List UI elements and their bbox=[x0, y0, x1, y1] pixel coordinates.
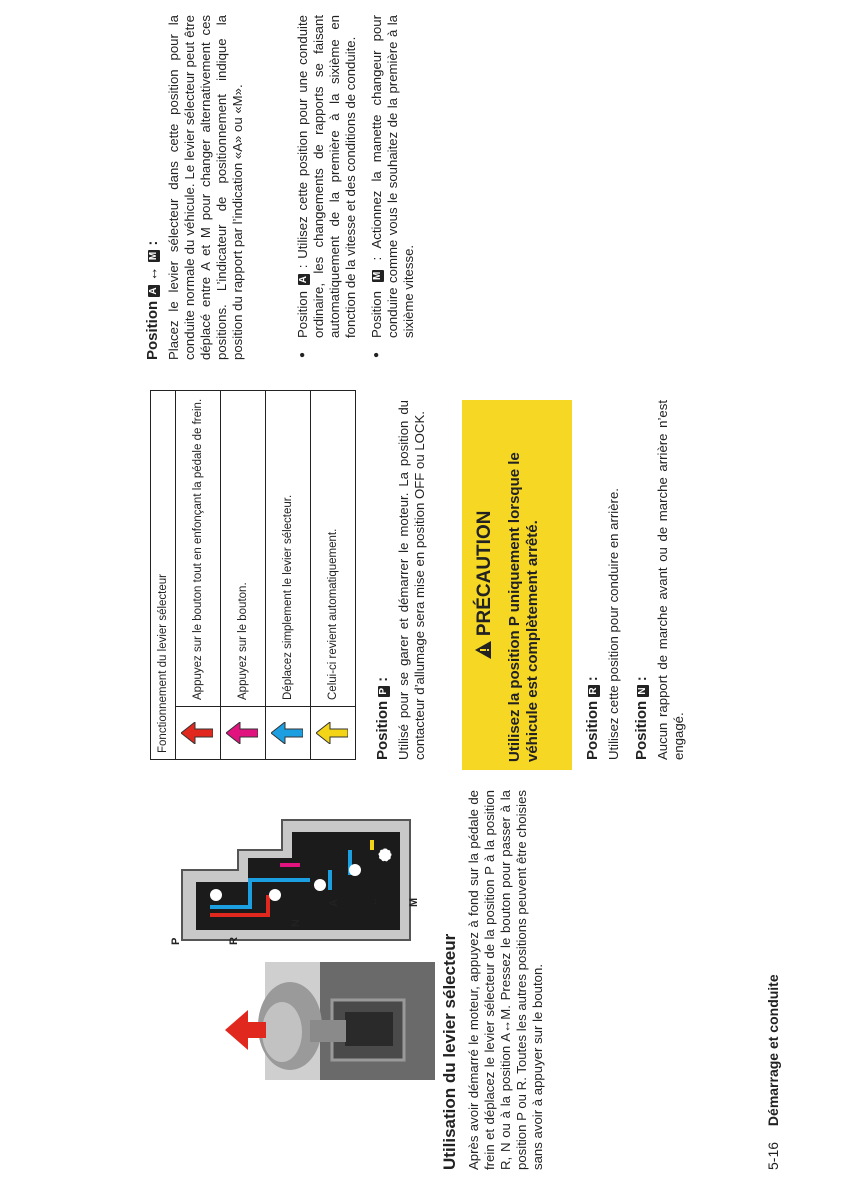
position-n-text: Aucun rapport de marche avant ou de marche arrière n’est engagé. bbox=[655, 400, 686, 760]
position-r-text: Utilisez cette position pour conduire en arrière. bbox=[606, 488, 621, 760]
page-number: 5-16 bbox=[765, 1141, 781, 1170]
section-name: Démarrage et conduite bbox=[765, 974, 781, 1127]
section-paragraph: Après avoir démarré le moteur, appuyez à fond sur la pédale de frein et déplacez le levier sélecteur de la position P à la position R, N ou à la position A↔M. Pressez le bouton pour passer à la position P ou R. Toutes les autres positions peuvent être choisies sans avoir à appuyer sur le bouton. bbox=[466, 790, 545, 1170]
table-cell: Déplacez simplement le levier sélecteur. bbox=[266, 391, 311, 707]
table-row bbox=[311, 391, 356, 760]
shifter-photo bbox=[225, 962, 435, 1080]
table-row bbox=[176, 391, 221, 760]
gate-label-r: R bbox=[228, 937, 240, 945]
caution-text: Utilisez la position P uniquement lorsque le véhicule est complètement arrêté. bbox=[506, 452, 541, 762]
table-header: Fonctionnement du levier sélecteur bbox=[151, 391, 176, 760]
position-am-bullets bbox=[295, 15, 427, 360]
list-item: ● Position M : Actionnez la manette changeur pour conduire comme vous le souhaitez de la première à la sixième vitesse. bbox=[369, 15, 417, 360]
gate-label-a: A bbox=[328, 899, 340, 907]
page-footer bbox=[765, 974, 781, 1170]
table-cell: Appuyez sur le bouton. bbox=[221, 391, 266, 707]
table-cell: Celui-ci revient automatiquement. bbox=[311, 391, 356, 707]
lever-operation-table bbox=[150, 390, 356, 760]
warning-icon bbox=[474, 636, 495, 659]
red-up-arrow-icon bbox=[204, 722, 216, 744]
table-cell: Appuyez sur le bouton tout en enfonçant la pédale de frein. bbox=[176, 391, 221, 707]
position-p-text: Utilisé pour se garer et démarrer le moteur. La position du contacteur d’allumage sera mise en position OFF ou LOCK. bbox=[396, 400, 427, 760]
caution-box bbox=[462, 400, 572, 770]
gate-label-m: M bbox=[408, 897, 420, 907]
gate-label-p: P bbox=[170, 937, 182, 945]
gate-label-arrow: ↔ bbox=[368, 896, 380, 907]
position-p-heading: Position P : bbox=[374, 676, 391, 760]
gate-label-n: N bbox=[290, 919, 302, 927]
gate-labels bbox=[150, 780, 435, 945]
position-r-heading: Position R : bbox=[584, 676, 601, 760]
list-item: ● Position A : Utilisez cette position pour une conduite ordinaire, les changements de rapports se faisant automatiquement de la première à la sixième en fonction de la vitesse et des conditions de conduite. bbox=[295, 15, 359, 360]
position-am-text: Placez le levier sélecteur dans cette position pour la conduite normale du véhicule. Le levier sélecteur peut être déplacé entre A et M pour changer alternativement ces positions. L’indicateur de positionnement indique la position du rapport par l’indication «A» ou «M». bbox=[166, 15, 245, 360]
position-n-heading: Position N : bbox=[633, 676, 650, 760]
table-row bbox=[221, 391, 266, 760]
table-row bbox=[266, 391, 311, 760]
position-am-heading: Position A ↔ M : bbox=[144, 240, 161, 360]
caution-header: PRÉCAUTION bbox=[462, 400, 496, 770]
yellow-up-arrow-icon bbox=[339, 722, 351, 744]
cyan-up-arrow-icon bbox=[294, 722, 306, 744]
section-title: Utilisation du levier sélecteur bbox=[440, 933, 459, 1170]
magenta-up-arrow-icon bbox=[249, 722, 261, 744]
